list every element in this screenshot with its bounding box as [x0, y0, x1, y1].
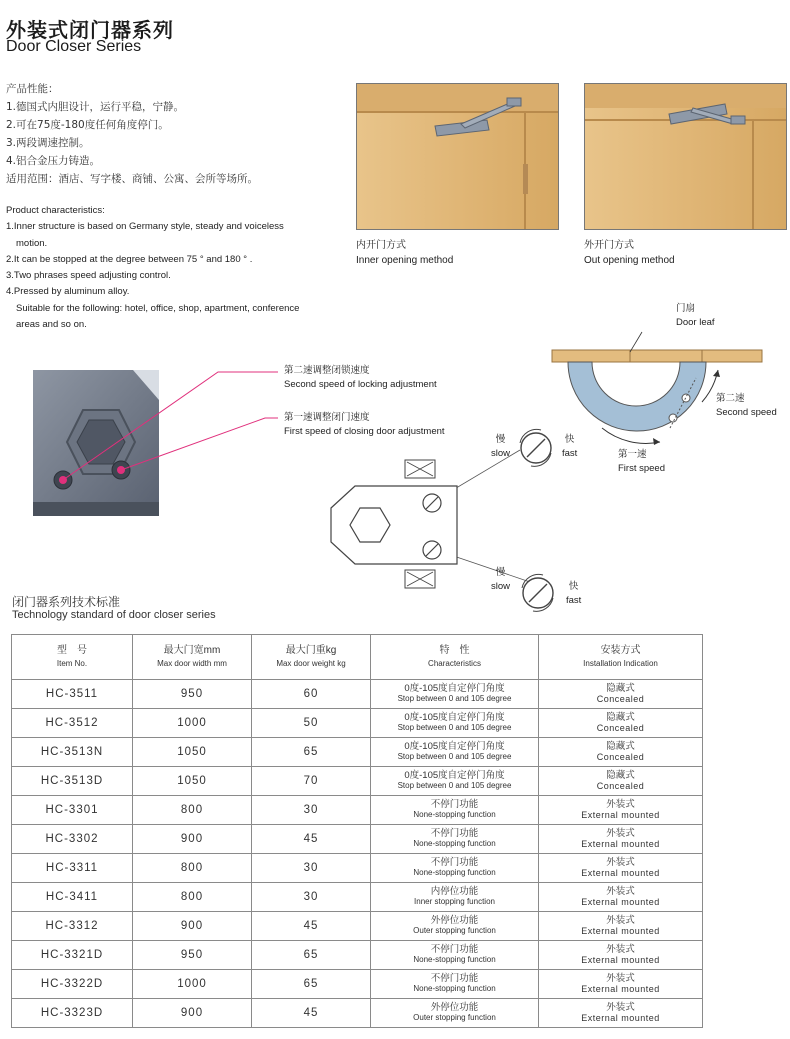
cell-installation: 隐藏式 Concealed — [539, 738, 703, 767]
table-row — [12, 941, 703, 970]
features-en-item: 1.Inner structure is based on Germany style, steady and voiceless — [6, 221, 284, 233]
second-speed-cn: 第二速 — [716, 393, 745, 404]
table-row — [12, 883, 703, 912]
table-header-row — [12, 635, 703, 680]
upper-fast-en: fast — [562, 448, 578, 459]
cell-weight: 45 — [252, 999, 371, 1028]
cell-characteristics: 0度-105度自定停门角度 Stop between 0 and 105 degree — [371, 680, 539, 709]
lower-slow-cn: 慢 — [495, 567, 506, 578]
cell-weight: 60 — [252, 680, 371, 709]
leader-line-second — [63, 372, 278, 480]
cell-characteristics: 外停位功能 Outer stopping function — [371, 912, 539, 941]
lower-fast-en: fast — [566, 595, 582, 606]
second-speed-en: Second speed — [716, 407, 777, 418]
features-cn-scope: 适用范围：酒店、写字楼、商铺、公寓、会所等场所。 — [6, 173, 258, 185]
second-speed-adjust-cn: 第二速调整闭锁速度 — [284, 365, 370, 376]
out-opening-caption-cn: 外开门方式 — [584, 240, 634, 251]
first-speed-adjust-cn: 第一速调整闭门速度 — [284, 412, 370, 423]
cell-weight: 30 — [252, 854, 371, 883]
lower-fast-label — [566, 580, 581, 608]
cell-width: 950 — [133, 680, 252, 709]
features-cn-item: 2.可在75度-180度任何角度停门。 — [6, 119, 169, 131]
lower-speed-dial — [515, 570, 561, 616]
features-en-item: 4.Pressed by aluminum alloy. — [6, 286, 130, 298]
cell-weight: 50 — [252, 709, 371, 738]
features-en-item: areas and so on. — [16, 319, 87, 331]
features-en-item: Suitable for the following: hotel, office, shop, apartment, conference — [16, 302, 300, 314]
cell-characteristics: 内停位功能 Inner stopping function — [371, 883, 539, 912]
first-speed-en: First speed — [618, 463, 665, 474]
second-speed-adjust-label — [284, 364, 437, 392]
cell-item: HC-3411 — [12, 883, 133, 912]
table-row — [12, 999, 703, 1028]
cell-width: 1000 — [133, 709, 252, 738]
cell-item: HC-3511 — [12, 680, 133, 709]
cell-item: HC-3513N — [12, 738, 133, 767]
cell-installation: 隐藏式 Concealed — [539, 680, 703, 709]
header-characteristics: 特 性 Characteristics — [371, 635, 539, 680]
features-cn-heading: 产品性能： — [6, 83, 59, 95]
features-cn-item: 3.两段调速控制。 — [6, 137, 90, 149]
table-row — [12, 825, 703, 854]
cell-width: 1050 — [133, 738, 252, 767]
cell-width: 1050 — [133, 767, 252, 796]
cell-width: 900 — [133, 912, 252, 941]
lower-slow-label — [491, 566, 510, 594]
cell-item: HC-3513D — [12, 767, 133, 796]
cell-installation: 隐藏式 Concealed — [539, 767, 703, 796]
cell-characteristics: 0度-105度自定停门角度 Stop between 0 and 105 degree — [371, 767, 539, 796]
lower-fast-cn: 快 — [568, 581, 579, 592]
cell-installation: 外装式 External mounted — [539, 825, 703, 854]
table-title-en: Technology standard of door closer series — [12, 609, 216, 621]
table-row — [12, 709, 703, 738]
second-speed-adjust-en: Second speed of locking adjustment — [284, 379, 437, 390]
table-row — [12, 767, 703, 796]
table-row — [12, 912, 703, 941]
features-en-heading: Product characteristics: — [6, 205, 105, 216]
cell-item: HC-3512 — [12, 709, 133, 738]
header-weight: 最大门重kg Max door weight kg — [252, 635, 371, 680]
cell-characteristics: 0度-105度自定停门角度 Stop between 0 and 105 degree — [371, 709, 539, 738]
cell-width: 800 — [133, 883, 252, 912]
features-en-item: 2.It can be stopped at the degree between 75 ° and 180 ° . — [6, 253, 253, 265]
cell-item: HC-3321D — [12, 941, 133, 970]
first-speed-adjust-label — [284, 411, 445, 439]
cell-installation: 外装式 External mounted — [539, 796, 703, 825]
second-speed-label — [716, 392, 777, 420]
cell-installation: 外装式 External mounted — [539, 912, 703, 941]
cell-width: 800 — [133, 796, 252, 825]
cell-item: HC-3312 — [12, 912, 133, 941]
features-cn-item: 4.铝合金压力铸造。 — [6, 155, 101, 167]
table-row — [12, 738, 703, 767]
cell-characteristics: 不停门功能 None-stopping function — [371, 825, 539, 854]
cell-weight: 45 — [252, 912, 371, 941]
cell-item: HC-3301 — [12, 796, 133, 825]
cell-width: 900 — [133, 999, 252, 1028]
cell-weight: 45 — [252, 825, 371, 854]
features-cn-item: 1.德国式内胆设计，运行平稳，宁静。 — [6, 101, 185, 113]
cell-item: HC-3322D — [12, 970, 133, 999]
cell-installation: 外装式 External mounted — [539, 854, 703, 883]
cell-width: 900 — [133, 825, 252, 854]
features-en-item: motion. — [16, 237, 48, 249]
cell-weight: 65 — [252, 941, 371, 970]
cell-installation: 隐藏式 Concealed — [539, 709, 703, 738]
cell-installation: 外装式 External mounted — [539, 970, 703, 999]
cell-weight: 65 — [252, 738, 371, 767]
door-leaf-label — [676, 302, 715, 330]
first-speed-cn: 第一速 — [618, 449, 647, 460]
cell-characteristics: 0度-105度自定停门角度 Stop between 0 and 105 degree — [371, 738, 539, 767]
cell-item: HC-3323D — [12, 999, 133, 1028]
first-speed-label — [618, 448, 665, 476]
upper-fast-cn: 快 — [564, 434, 575, 445]
table-row — [12, 680, 703, 709]
door-leaf-bar — [552, 350, 762, 362]
spec-table — [11, 634, 703, 1028]
cell-item: HC-3311 — [12, 854, 133, 883]
cell-installation: 外装式 External mounted — [539, 883, 703, 912]
cell-weight: 30 — [252, 883, 371, 912]
cell-width: 1000 — [133, 970, 252, 999]
upper-slow-label — [491, 433, 510, 461]
cell-weight: 30 — [252, 796, 371, 825]
door-leaf-cn: 门扇 — [676, 303, 696, 314]
table-row — [12, 970, 703, 999]
header-item: 型 号 Item No. — [12, 635, 133, 680]
page-title-en: Door Closer Series — [6, 38, 142, 55]
page-title-cn: 外装式闭门器系列 — [6, 18, 174, 42]
cell-width: 800 — [133, 854, 252, 883]
features-en-item: 3.Two phrases speed adjusting control. — [6, 270, 171, 282]
lower-slow-en: slow — [491, 581, 511, 592]
table-title-cn: 闭门器系列技术标准 — [12, 595, 121, 609]
cell-characteristics: 不停门功能 None-stopping function — [371, 970, 539, 999]
cell-weight: 70 — [252, 767, 371, 796]
table-row — [12, 796, 703, 825]
table-row — [12, 854, 703, 883]
cell-width: 950 — [133, 941, 252, 970]
inner-opening-caption-en: Inner opening method — [356, 255, 454, 266]
door-leaf-en: Door leaf — [676, 317, 715, 328]
out-opening-caption-en: Out opening method — [584, 255, 675, 266]
closer-body-drawing — [325, 458, 465, 598]
cell-characteristics: 不停门功能 None-stopping function — [371, 796, 539, 825]
first-speed-adjust-en: First speed of closing door adjustment — [284, 426, 445, 437]
inner-opening-caption-cn: 内开门方式 — [356, 240, 406, 251]
cell-characteristics: 不停门功能 None-stopping function — [371, 941, 539, 970]
header-installation: 安装方式 Installation Indication — [539, 635, 703, 680]
leader-line-first — [121, 418, 278, 470]
cell-item: HC-3302 — [12, 825, 133, 854]
header-width: 最大门宽mm Max door width mm — [133, 635, 252, 680]
cell-installation: 外装式 External mounted — [539, 999, 703, 1028]
upper-slow-en: slow — [491, 448, 511, 459]
cell-characteristics: 不停门功能 None-stopping function — [371, 854, 539, 883]
cell-installation: 外装式 External mounted — [539, 941, 703, 970]
cell-weight: 65 — [252, 970, 371, 999]
cell-characteristics: 外停位功能 Outer stopping function — [371, 999, 539, 1028]
upper-slow-cn: 慢 — [495, 434, 506, 445]
